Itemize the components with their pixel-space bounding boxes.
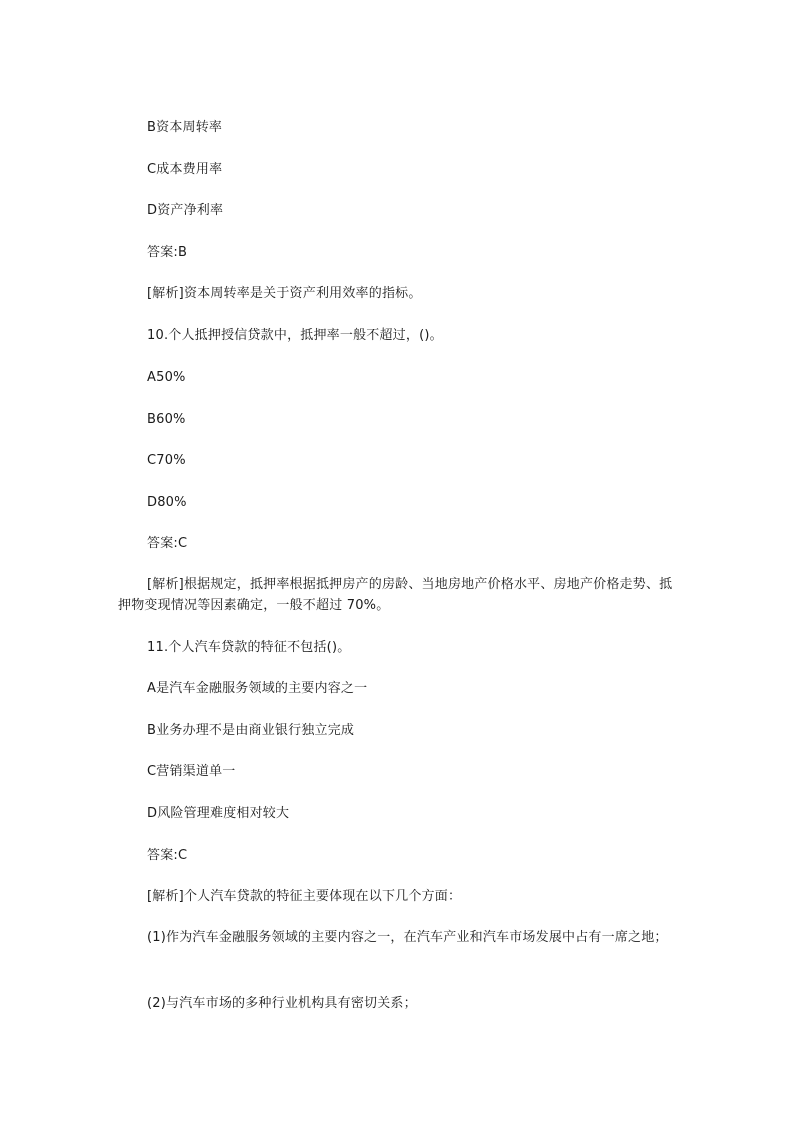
option-b-line: B60% (147, 412, 186, 427)
question-11: 11.个人汽车贷款的特征不包括()。 (147, 640, 351, 655)
question-10: 10.个人抵押授信贷款中，抵押率一般不超过，()。 (147, 328, 443, 343)
option-d-line: D风险管理难度相对较大 (147, 806, 290, 821)
analysis-line: [解析]个人汽车贷款的特征主要体现在以下几个方面： (147, 889, 462, 904)
analysis-line: [解析]资本周转率是关于资产利用效率的指标。 (147, 286, 422, 301)
answer-line: 答案:C (147, 536, 188, 551)
option-d-line: D80% (147, 495, 187, 510)
option-a-line: A50% (147, 370, 186, 385)
answer-line: 答案:B (147, 245, 188, 260)
feature-paragraph-1: (1)作为汽车金融服务领域的主要内容之一，在汽车产业和汽车市场发展中占有一席之地； (147, 930, 668, 945)
feature-paragraph-2: (2)与汽车市场的多种行业机构具有密切关系； (147, 996, 417, 1011)
option-d-line: D资产净利率 (147, 203, 224, 218)
option-a-line: A是汽车金融服务领域的主要内容之一 (147, 681, 368, 696)
option-b-line: B业务办理不是由商业银行独立完成 (147, 723, 355, 738)
analysis-paragraph: [解析]根据规定，抵押率根据抵押房产的房龄、当地房地产价格水平、房地产价格走势、抵押物变现情况等因素确定，一般不超过 70%。 (118, 577, 673, 613)
option-b-line: B资本周转率 (147, 120, 223, 135)
option-c-line: C成本费用率 (147, 162, 223, 177)
option-c-line: C营销渠道单一 (147, 764, 236, 779)
option-c-line: C70% (147, 453, 186, 468)
answer-line: 答案:C (147, 848, 188, 863)
